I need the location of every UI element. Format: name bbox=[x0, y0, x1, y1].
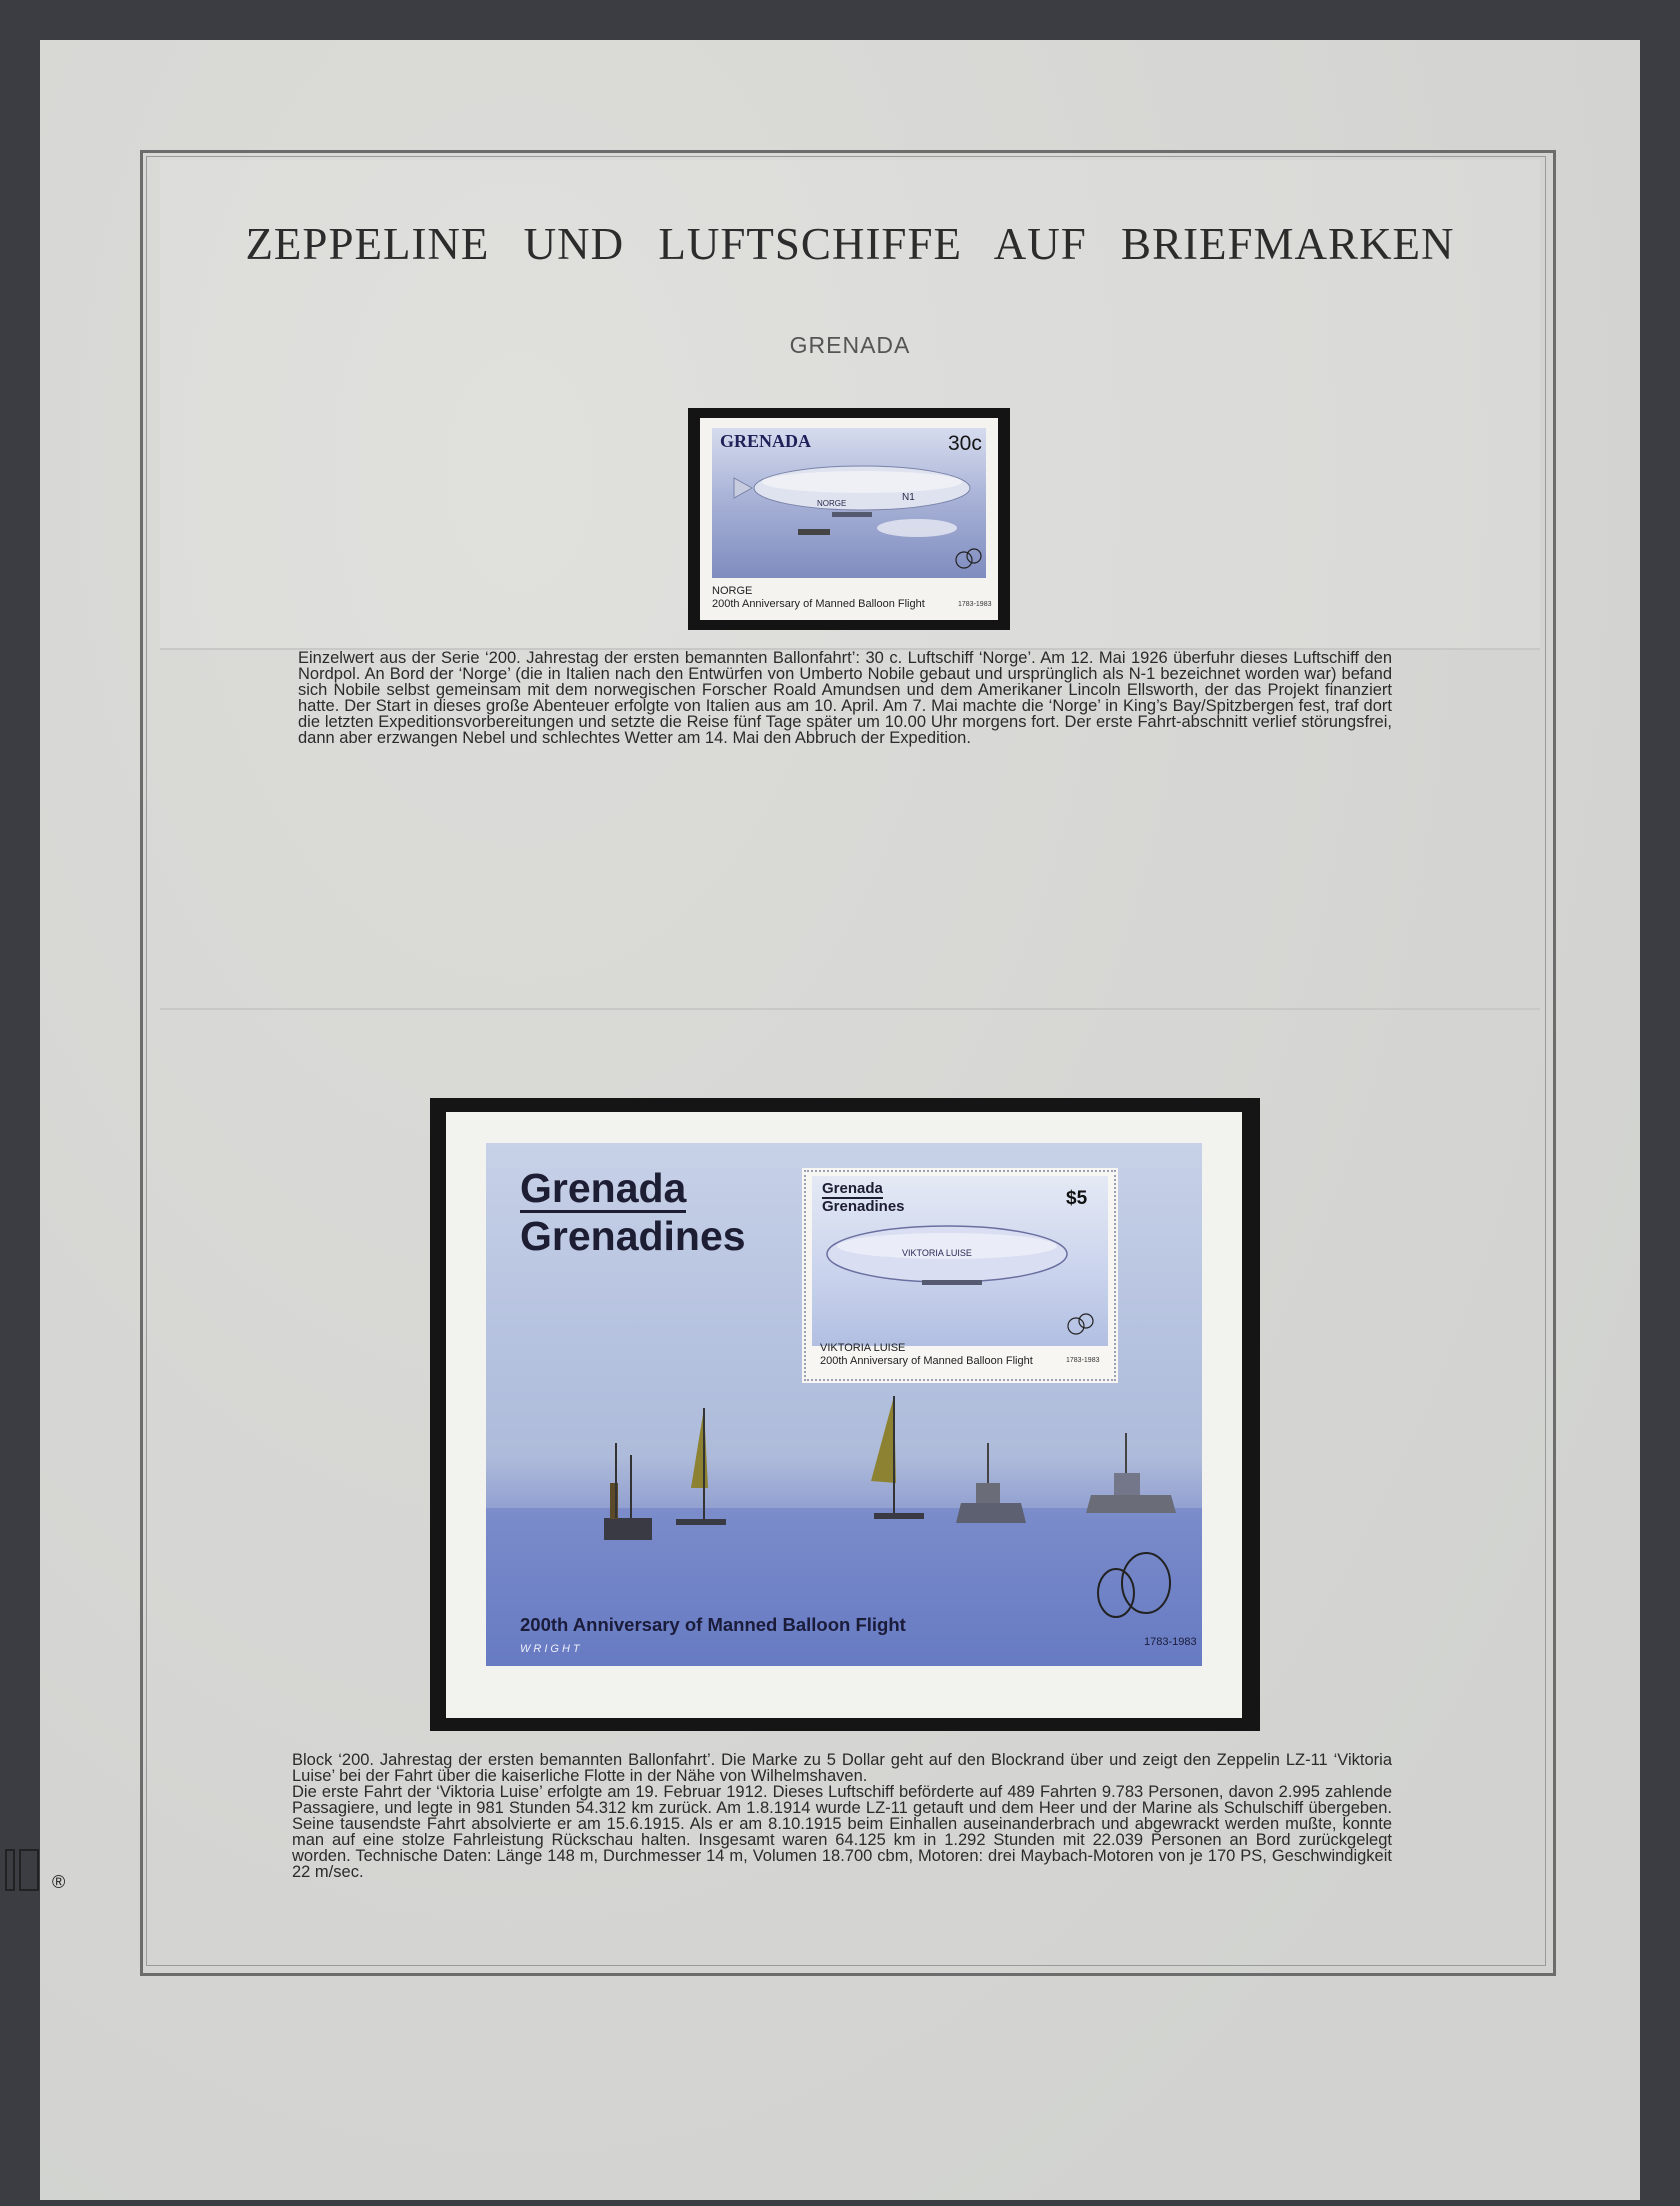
stamp-value: 30c bbox=[948, 432, 982, 455]
sheet-brand-line1: Grenada bbox=[520, 1165, 687, 1211]
svg-text:N1: N1 bbox=[902, 492, 915, 503]
stamp-caption: 200th Anniversary of Manned Balloon Flight bbox=[820, 1355, 1033, 1367]
sheet-years: 1783-1983 bbox=[1144, 1636, 1197, 1648]
sailing-ship-icon bbox=[676, 1408, 726, 1525]
stamp-brand-line1: Grenada bbox=[822, 1180, 883, 1197]
sheet-description: Block ‘200. Jahrestag der ersten bemannten Ballonfahrt’. Die Marke zu 5 Dollar geht auf den Blockrand über und zeigt den Zeppelin LZ-11 ‘Viktoria Luise’ bei der Fahrt über die kaiserliche Flotte in der Nähe von Wilhelmshaven. Die erste Fahrt der ‘Viktoria Luise’ erfolgte am 19. Februar 1912. Dieses Luftschiff beförderte auf 489 Fahrten 9.783 Personen, davon 2.995 zahlende Passagiere, und legte in 981 Stunden 54.312 km zurück. Am 1.8.1914 wurde LZ-11 getauft und dem Heer und der Marine als Schulschiff übergeben. Seine tausendste Fahrt absolvierte er am 15.6.1915. Als er am 8.10.1915 beim Einhallen auseinanderbrach und abgewrackt werden mußte, konnte man auf eine stolze Fahrleistung Rückschau halten. Insgesamt waren 64.125 km in 1.292 Stunden mit 22.039 Personen an Bord zurückgelegt worden. Technische Daten: Länge 148 m, Durchmesser 14 m, Volumen 18.700 cbm, Motoren: drei Maybach-Motoren von je 170 PS, Geschwindigkeit 22 m/sec. bbox=[292, 1751, 1392, 1881]
steam-ship-icon bbox=[604, 1443, 652, 1540]
album-logo-icon bbox=[0, 1846, 45, 1892]
country-heading: GRENADA bbox=[789, 332, 911, 358]
stamp-subject-name: NORGE bbox=[712, 585, 753, 597]
hot-air-balloon-icon bbox=[1068, 1314, 1093, 1334]
stamp-value: $5 bbox=[1066, 1188, 1088, 1209]
warship-icon bbox=[956, 1443, 1026, 1523]
stamp-subject-name: VIKTORIA LUISE bbox=[820, 1342, 906, 1354]
sailing-ship-icon bbox=[871, 1396, 924, 1519]
svg-text:VIKTORIA LUISE: VIKTORIA LUISE bbox=[902, 1248, 972, 1258]
sheet-artist-signature: WRIGHT bbox=[520, 1643, 583, 1655]
warship-icon bbox=[1086, 1433, 1176, 1513]
hot-air-balloon-icon bbox=[956, 549, 981, 568]
sheet-footer-caption: 200th Anniversary of Manned Balloon Flight bbox=[520, 1614, 906, 1635]
svg-text:NORGE: NORGE bbox=[817, 499, 847, 508]
page-title: ZEPPELINE UND LUFTSCHIFFE AUF BRIEFMARKEN bbox=[245, 219, 1455, 269]
stamp-description: Einzelwert aus der Serie ‘200. Jahrestag der ersten bemannten Ballonfahrt’: 30 c. Luftschiff ‘Norge’. Am 12. Mai 1926 überfuhr dieses Luftschiff den Nordpol. An Bord der ‘Norge’ (die in Italien nach den Entwürfen von Umberto Nobile gebaut und ursprünglich als N-1 bezeichnet worden war) befand sich Nobile selbst gemeinsam mit dem norwegischen Forscher Roald Amundsen und dem Amerikaner Lincoln Ellsworth, der das Projekt finanziert hatte. Der Start in dieses große Abenteuer erfolgte von Italien aus am 10. April. Am 7. Mai machte die ‘Norge’ in King’s Bay/Spitzbergen fest, traf dort die letzten Expeditionsvorbereitungen und setzte die Reise fünf Tage später um 10.00 Uhr morgens fort. Der erste Fahrt-abschnitt verlief störungsfrei, dann aber erzwangen Nebel und schlechtes Wetter am 14. Mai den Abbruch der Expedition. bbox=[298, 649, 1392, 747]
sheet-brand-line2: Grenadines bbox=[520, 1213, 746, 1259]
stamp-country-label: GRENADA bbox=[720, 431, 812, 451]
stamp-years: 1783-1983 bbox=[958, 601, 992, 608]
stamp-brand-line2: Grenadines bbox=[822, 1198, 905, 1215]
stamp-years: 1783-1983 bbox=[1066, 1357, 1100, 1364]
stamp-caption: 200th Anniversary of Manned Balloon Flight bbox=[712, 598, 925, 610]
registered-mark: ® bbox=[52, 1872, 66, 1892]
